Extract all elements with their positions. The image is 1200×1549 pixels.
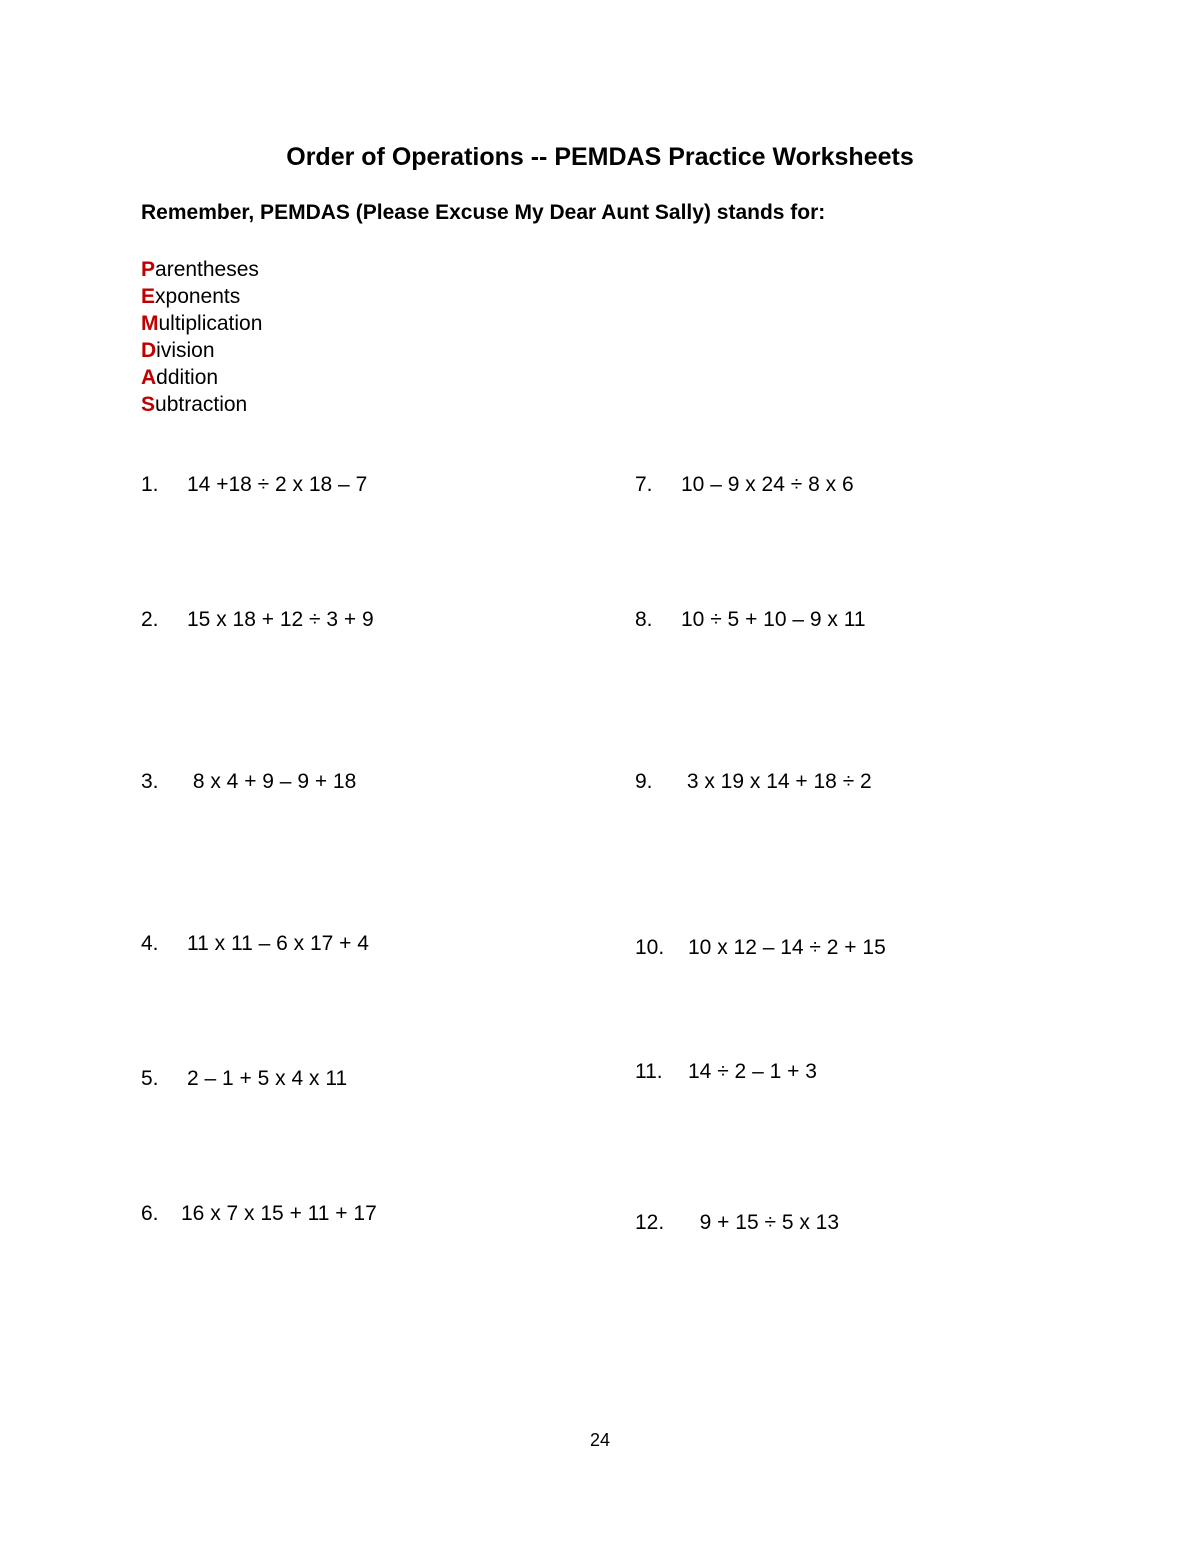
problem-expression: 11 x 11 – 6 x 17 + 4: [187, 932, 369, 955]
pemdas-word: arentheses: [155, 258, 259, 281]
page-title: Order of Operations -- PEMDAS Practice Worksheets: [286, 143, 914, 171]
pemdas-letter: S: [141, 393, 156, 416]
problem-5: [141, 1065, 347, 1093]
problem-expression: 10 ÷ 5 + 10 – 9 x 11: [681, 608, 866, 631]
problem-12: [635, 1209, 839, 1237]
problem-1: [141, 471, 367, 499]
pemdas-word: ubtraction: [155, 393, 248, 416]
pemdas-letter: P: [141, 258, 156, 281]
problem-number: 4.: [141, 932, 159, 955]
pemdas-item-parentheses: [141, 256, 262, 283]
problem-number: 8.: [635, 608, 653, 631]
problem-8: [635, 606, 866, 634]
problem-number: 3.: [141, 770, 159, 793]
problem-expression: 14 ÷ 2 – 1 + 3: [688, 1060, 817, 1083]
problem-9: [635, 768, 872, 796]
pemdas-item-exponents: [141, 283, 262, 310]
problem-expression: 14 +18 ÷ 2 x 18 – 7: [187, 473, 368, 496]
pemdas-item-addition: [141, 364, 262, 391]
pemdas-letter: E: [141, 285, 156, 308]
problem-2: [141, 606, 374, 634]
problem-expression: 16 x 7 x 15 + 11 + 17: [181, 1202, 377, 1225]
problem-number: 12.: [635, 1211, 665, 1234]
pemdas-letter: M: [141, 312, 159, 335]
pemdas-word: xponents: [155, 285, 241, 308]
problem-number: 11.: [635, 1060, 663, 1083]
pemdas-list: [141, 256, 262, 418]
problem-expression: 2 – 1 + 5 x 4 x 11: [187, 1067, 348, 1090]
pemdas-letter: D: [141, 339, 157, 362]
problem-10: [635, 934, 886, 962]
problem-number: 10.: [635, 936, 665, 959]
problem-number: 5.: [141, 1067, 159, 1090]
page-number: 24: [589, 1430, 611, 1450]
pemdas-intro: Remember, PEMDAS (Please Excuse My Dear Aunt Sally) stands for:: [141, 201, 826, 224]
problem-11: [635, 1058, 817, 1086]
problem-number: 9.: [635, 770, 653, 793]
problem-expression: 3 x 19 x 14 + 18 ÷ 2: [681, 770, 872, 793]
problem-expression: 9 + 15 ÷ 5 x 13: [688, 1211, 840, 1234]
problem-expression: 10 x 12 – 14 ÷ 2 + 15: [688, 936, 886, 959]
problem-4: [141, 930, 369, 958]
problem-expression: 15 x 18 + 12 ÷ 3 + 9: [187, 608, 374, 631]
problem-3: [141, 768, 356, 796]
problem-7: [635, 471, 854, 499]
problem-number: 1.: [141, 473, 159, 496]
problem-expression: 10 – 9 x 24 ÷ 8 x 6: [681, 473, 854, 496]
problem-number: 6.: [141, 1202, 159, 1225]
pemdas-item-division: [141, 337, 262, 364]
pemdas-item-subtraction: [141, 391, 262, 418]
pemdas-word: ddition: [156, 366, 219, 389]
problem-6: [141, 1200, 377, 1228]
problem-expression: 8 x 4 + 9 – 9 + 18: [187, 770, 357, 793]
pemdas-word: ultiplication: [158, 312, 263, 335]
pemdas-letter: A: [141, 366, 157, 389]
pemdas-word: ivision: [156, 339, 215, 362]
problem-number: 7.: [635, 473, 653, 496]
problem-number: 2.: [141, 608, 159, 631]
pemdas-item-multiplication: [141, 310, 262, 337]
